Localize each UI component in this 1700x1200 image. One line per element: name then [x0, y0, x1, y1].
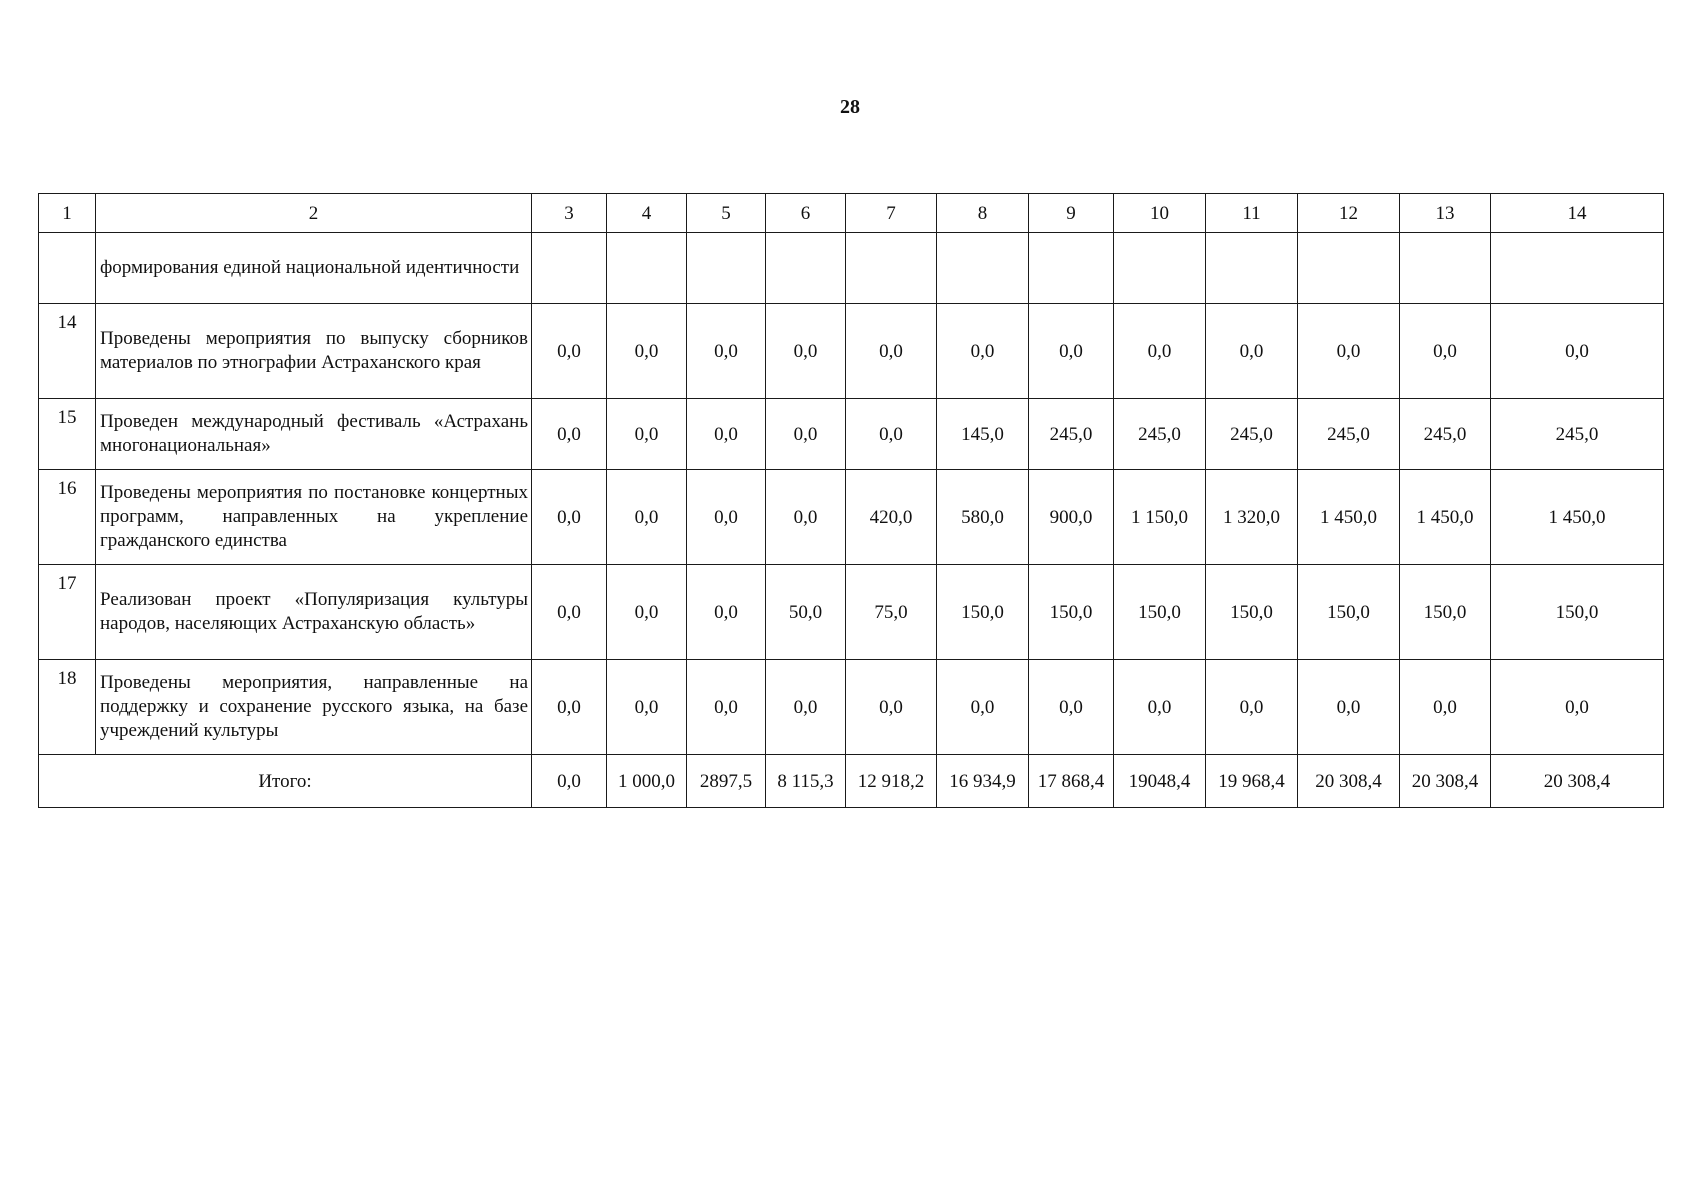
value-cell: 0,0	[532, 565, 607, 660]
value-cell: 0,0	[687, 660, 766, 755]
budget-table	[38, 193, 1664, 808]
value-cell: 1 450,0	[1491, 470, 1664, 565]
header-cell: 10	[1114, 194, 1206, 233]
header-cell: 6	[766, 194, 846, 233]
value-cell: 0,0	[766, 304, 846, 399]
value-cell: 150,0	[1114, 565, 1206, 660]
value-cell: 50,0	[766, 565, 846, 660]
value-cell: 0,0	[607, 660, 687, 755]
value-cell: 0,0	[532, 660, 607, 755]
value-cell: 150,0	[1206, 565, 1298, 660]
value-cell	[1400, 233, 1491, 304]
value-cell: 0,0	[1298, 304, 1400, 399]
value-cell: 0,0	[1400, 660, 1491, 755]
table-total-row	[39, 755, 1664, 808]
value-cell: 145,0	[937, 399, 1029, 470]
header-cell: 13	[1400, 194, 1491, 233]
value-cell: 1 320,0	[1206, 470, 1298, 565]
value-cell: 0,0	[1206, 660, 1298, 755]
value-cell: 150,0	[937, 565, 1029, 660]
table-row	[39, 565, 1664, 660]
value-cell: 245,0	[1400, 399, 1491, 470]
value-cell: 900,0	[1029, 470, 1114, 565]
table-header-row	[39, 194, 1664, 233]
value-cell: 0,0	[607, 470, 687, 565]
total-value-cell: 16 934,9	[937, 755, 1029, 808]
header-cell: 12	[1298, 194, 1400, 233]
value-cell: 0,0	[687, 470, 766, 565]
value-cell: 0,0	[846, 399, 937, 470]
row-number: 16	[39, 470, 96, 565]
row-description: формирования единой национальной идентичности	[96, 233, 532, 304]
value-cell: 0,0	[766, 470, 846, 565]
row-description: Проведены мероприятия по постановке концертных программ, направленных на укрепление гражданского единства	[96, 470, 532, 565]
value-cell	[532, 233, 607, 304]
value-cell	[687, 233, 766, 304]
total-value-cell: 12 918,2	[846, 755, 937, 808]
value-cell: 0,0	[1029, 660, 1114, 755]
value-cell	[766, 233, 846, 304]
table-row	[39, 470, 1664, 565]
value-cell: 0,0	[607, 304, 687, 399]
header-cell: 2	[96, 194, 532, 233]
value-cell: 75,0	[846, 565, 937, 660]
page-number: 28	[840, 96, 860, 118]
header-cell: 14	[1491, 194, 1664, 233]
value-cell	[607, 233, 687, 304]
value-cell: 245,0	[1298, 399, 1400, 470]
value-cell: 0,0	[1114, 304, 1206, 399]
value-cell: 420,0	[846, 470, 937, 565]
value-cell: 0,0	[532, 399, 607, 470]
total-value-cell: 0,0	[532, 755, 607, 808]
value-cell	[1029, 233, 1114, 304]
header-cell: 11	[1206, 194, 1298, 233]
total-value-cell: 20 308,4	[1298, 755, 1400, 808]
value-cell: 0,0	[687, 399, 766, 470]
value-cell	[937, 233, 1029, 304]
header-cell: 8	[937, 194, 1029, 233]
table-row-continuation	[39, 233, 1664, 304]
row-number: 18	[39, 660, 96, 755]
total-value-cell: 17 868,4	[1029, 755, 1114, 808]
value-cell: 0,0	[766, 660, 846, 755]
total-value-cell: 20 308,4	[1491, 755, 1664, 808]
value-cell: 0,0	[846, 660, 937, 755]
value-cell: 0,0	[1029, 304, 1114, 399]
value-cell: 150,0	[1029, 565, 1114, 660]
header-cell: 5	[687, 194, 766, 233]
header-cell: 9	[1029, 194, 1114, 233]
value-cell: 0,0	[937, 304, 1029, 399]
total-label: Итого:	[39, 755, 532, 808]
value-cell: 0,0	[1298, 660, 1400, 755]
total-value-cell: 2897,5	[687, 755, 766, 808]
value-cell: 0,0	[687, 565, 766, 660]
row-description: Проведены мероприятия по выпуску сборников материалов по этнографии Астраханского края	[96, 304, 532, 399]
total-value-cell: 19048,4	[1114, 755, 1206, 808]
value-cell: 1 450,0	[1400, 470, 1491, 565]
value-cell: 245,0	[1114, 399, 1206, 470]
value-cell: 0,0	[607, 565, 687, 660]
value-cell: 245,0	[1491, 399, 1664, 470]
row-description: Реализован проект «Популяризация культуры народов, населяющих Астраханскую область»	[96, 565, 532, 660]
value-cell: 150,0	[1491, 565, 1664, 660]
header-cell: 7	[846, 194, 937, 233]
table-row	[39, 399, 1664, 470]
value-cell: 0,0	[766, 399, 846, 470]
table-row	[39, 660, 1664, 755]
value-cell: 0,0	[937, 660, 1029, 755]
value-cell: 0,0	[1114, 660, 1206, 755]
value-cell: 0,0	[1491, 304, 1664, 399]
value-cell	[1206, 233, 1298, 304]
value-cell: 150,0	[1298, 565, 1400, 660]
value-cell: 245,0	[1206, 399, 1298, 470]
value-cell: 1 450,0	[1298, 470, 1400, 565]
header-cell: 3	[532, 194, 607, 233]
row-number: 17	[39, 565, 96, 660]
value-cell	[1114, 233, 1206, 304]
value-cell: 0,0	[607, 399, 687, 470]
header-cell: 1	[39, 194, 96, 233]
table-row	[39, 304, 1664, 399]
value-cell: 0,0	[846, 304, 937, 399]
value-cell: 0,0	[1400, 304, 1491, 399]
header-cell: 4	[607, 194, 687, 233]
value-cell: 0,0	[532, 304, 607, 399]
value-cell: 150,0	[1400, 565, 1491, 660]
value-cell	[1298, 233, 1400, 304]
value-cell: 1 150,0	[1114, 470, 1206, 565]
value-cell	[1491, 233, 1664, 304]
value-cell: 245,0	[1029, 399, 1114, 470]
row-number: 14	[39, 304, 96, 399]
total-value-cell: 1 000,0	[607, 755, 687, 808]
row-description: Проведен международный фестиваль «Астрахань многонациональная»	[96, 399, 532, 470]
value-cell: 0,0	[1206, 304, 1298, 399]
total-value-cell: 20 308,4	[1400, 755, 1491, 808]
value-cell: 0,0	[532, 470, 607, 565]
value-cell	[846, 233, 937, 304]
row-description: Проведены мероприятия, направленные на поддержку и сохранение русского языка, на базе учреждений культуры	[96, 660, 532, 755]
value-cell: 580,0	[937, 470, 1029, 565]
row-number	[39, 233, 96, 304]
value-cell: 0,0	[1491, 660, 1664, 755]
total-value-cell: 8 115,3	[766, 755, 846, 808]
value-cell: 0,0	[687, 304, 766, 399]
row-number: 15	[39, 399, 96, 470]
total-value-cell: 19 968,4	[1206, 755, 1298, 808]
